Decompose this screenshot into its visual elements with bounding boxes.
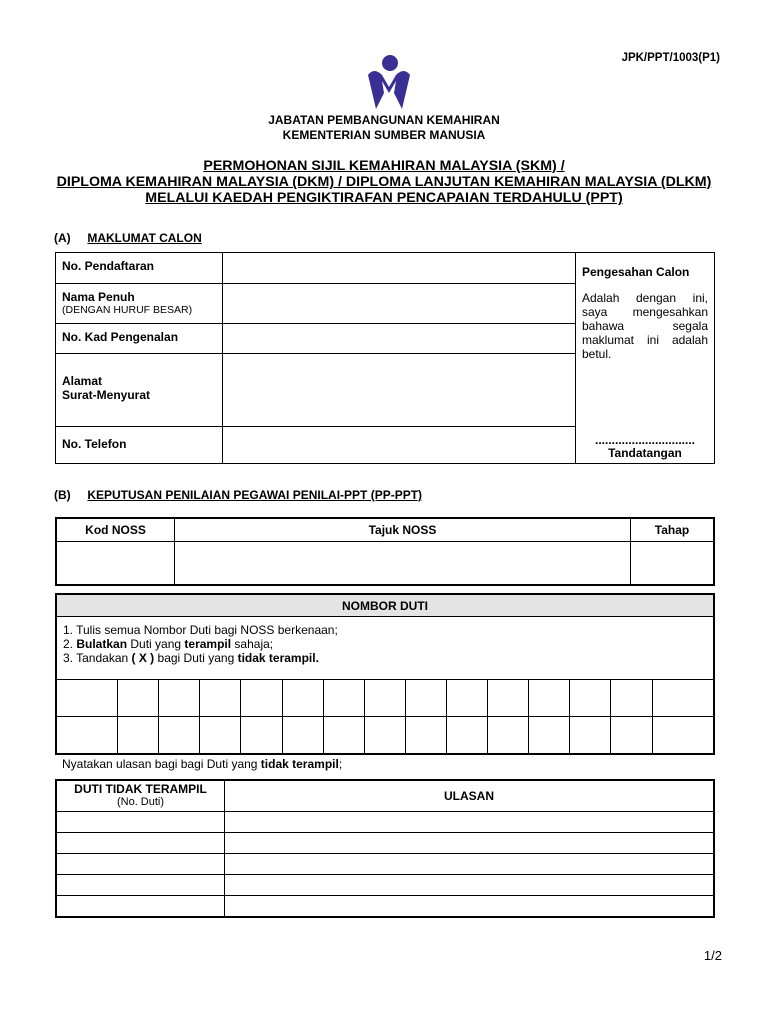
duty-number-cell[interactable]: [323, 680, 364, 717]
instruction-3-text-2: bagi Duti yang: [154, 651, 238, 665]
remarks-cell[interactable]: [225, 854, 715, 875]
duty-number-cell[interactable]: [488, 717, 529, 755]
duty-number-cell[interactable]: [118, 717, 159, 755]
noss-table: [55, 517, 715, 586]
confirmation-heading: Pengesahan Calon: [582, 265, 690, 279]
department-name: JABATAN PEMBANGUNAN KEMAHIRAN: [268, 113, 500, 127]
duty-number-cell[interactable]: [200, 680, 241, 717]
duty-grid-row: [56, 680, 714, 717]
registration-label: No. Pendaftaran: [56, 253, 223, 284]
instruction-2: [63, 637, 707, 651]
remarks-cell[interactable]: [225, 875, 715, 896]
duty-number-table: [55, 593, 715, 755]
full-name-label: [56, 284, 223, 324]
duty-number-cell[interactable]: [282, 717, 323, 755]
duty-number-cell[interactable]: [241, 680, 282, 717]
remarks-cell[interactable]: [225, 812, 715, 833]
candidate-confirmation: [576, 253, 715, 464]
unskilled-duty-header: [56, 780, 225, 812]
signature-label: Tandatangan: [608, 446, 682, 460]
duty-number-cell[interactable]: [529, 680, 570, 717]
instruction-2-num: 2.: [63, 637, 77, 651]
form-code: JPK/PPT/1003(P1): [621, 52, 720, 64]
duty-number-header: NOMBOR DUTI: [56, 594, 714, 617]
ministry-name: KEMENTERIAN SUMBER MANUSIA: [282, 128, 486, 142]
instruction-2-bold: Bulatkan: [76, 637, 128, 651]
noss-title-field[interactable]: [175, 542, 631, 585]
duty-number-cell[interactable]: [159, 680, 200, 717]
title-line-2: DIPLOMA KEMAHIRAN MALAYSIA (DKM) / DIPLOMA LANJUTAN KEMAHIRAN MALAYSIA (DLKM): [56, 174, 712, 190]
instruction-3: [63, 651, 707, 665]
duty-number-cell[interactable]: [56, 812, 225, 833]
full-name-field[interactable]: [223, 284, 576, 324]
duty-number-cell[interactable]: [56, 833, 225, 854]
duty-number-cell[interactable]: [159, 717, 200, 755]
section-a-title: MAKLUMAT CALON: [87, 231, 202, 245]
address-field[interactable]: [223, 354, 576, 426]
instruction-2-text: Duti yang: [127, 637, 185, 651]
noss-code-field[interactable]: [56, 542, 175, 585]
section-b-label: (B): [54, 488, 71, 502]
address-label-line-1: Alamat: [62, 374, 103, 389]
registration-field[interactable]: [223, 253, 576, 284]
duty-number-cell[interactable]: [56, 854, 225, 875]
duty-number-cell[interactable]: [488, 680, 529, 717]
remarks-instruction-text: Nyatakan ulasan bagi bagi Duti yang: [62, 757, 261, 771]
instruction-1: 1. Tulis semua Nombor Duti bagi NOSS berkenaan;: [63, 623, 338, 637]
instruction-3-mark: ( X ): [131, 651, 155, 665]
noss-title-header: Tajuk NOSS: [175, 518, 631, 542]
remarks-instruction: [62, 757, 342, 771]
noss-level-field[interactable]: [631, 542, 715, 585]
unskilled-duty-sub: (No. Duti): [116, 796, 165, 808]
page-number: 1/2: [703, 948, 722, 963]
candidate-info-table: [55, 252, 715, 464]
title-line-3: MELALUI KAEDAH PENGIKTIRAFAN PENCAPAIAN TERDAHULU (PPT): [145, 190, 623, 206]
duty-number-cell[interactable]: [200, 717, 241, 755]
section-b-heading: [54, 488, 422, 502]
instruction-3-bold: tidak terampil.: [237, 651, 319, 665]
duty-grid-row: [56, 717, 714, 755]
duty-number-cell[interactable]: [405, 680, 446, 717]
title-line-1: PERMOHONAN SIJIL KEMAHIRAN MALAYSIA (SKM) /: [203, 158, 565, 174]
confirmation-text: Adalah dengan ini, saya mengesahkan bahawa segala maklumat ini adalah betul.: [582, 291, 708, 361]
duty-instructions: [56, 617, 714, 680]
full-name-note: (DENGAN HURUF BESAR): [62, 304, 193, 317]
form-title: [0, 158, 768, 206]
noss-code-header: Kod NOSS: [56, 518, 175, 542]
duty-number-cell[interactable]: [364, 680, 405, 717]
duty-number-cell[interactable]: [405, 717, 446, 755]
duty-number-cell[interactable]: [118, 680, 159, 717]
duty-number-cell[interactable]: [241, 717, 282, 755]
instruction-2-bold-2: terampil: [184, 637, 232, 651]
duty-number-cell[interactable]: [364, 717, 405, 755]
duty-number-cell[interactable]: [570, 717, 611, 755]
address-label: [56, 354, 223, 426]
remarks-cell[interactable]: [225, 833, 715, 854]
duty-number-cell[interactable]: [611, 717, 652, 755]
remarks-instruction-bold: tidak terampil: [260, 757, 339, 771]
section-b-title: KEPUTUSAN PENILAIAN PEGAWAI PENILAI-PPT (PP-PPT): [87, 488, 423, 502]
duty-number-cell[interactable]: [611, 680, 652, 717]
ic-field[interactable]: [223, 324, 576, 354]
duty-number-cell[interactable]: [56, 875, 225, 896]
duty-number-cell[interactable]: [447, 680, 488, 717]
phone-field[interactable]: [223, 426, 576, 463]
remarks-table: [55, 779, 715, 918]
department-heading: [0, 113, 768, 143]
noss-level-header: Tahap: [631, 518, 715, 542]
section-a-heading: [54, 231, 202, 245]
section-a-label: (A): [54, 231, 71, 245]
jpk-logo: [364, 53, 414, 113]
duty-number-cell[interactable]: [652, 680, 714, 717]
instruction-2-end: sahaja;: [231, 637, 274, 651]
instruction-3-text: 3. Tandakan: [63, 651, 132, 665]
phone-label: No. Telefon: [56, 426, 223, 463]
full-name-text: Nama Penuh: [62, 290, 135, 305]
unskilled-duty-title: DUTI TIDAK TERAMPIL: [74, 782, 207, 796]
remarks-instruction-end: ;: [338, 757, 343, 771]
duty-number-cell[interactable]: [56, 896, 225, 918]
duty-number-cell[interactable]: [282, 680, 323, 717]
duty-number-cell[interactable]: [56, 717, 118, 755]
signature-block: [576, 434, 714, 460]
duty-number-cell[interactable]: [652, 717, 714, 755]
duty-number-cell[interactable]: [323, 717, 364, 755]
ic-label: No. Kad Pengenalan: [56, 324, 223, 354]
signature-line[interactable]: ..............................: [594, 433, 696, 447]
duty-number-cell[interactable]: [447, 717, 488, 755]
duty-number-cell[interactable]: [529, 717, 570, 755]
duty-number-cell[interactable]: [56, 680, 118, 717]
duty-number-cell[interactable]: [570, 680, 611, 717]
remarks-cell[interactable]: [225, 896, 715, 918]
address-label-line-2: Surat-Menyurat: [62, 388, 151, 403]
remarks-header: ULASAN: [225, 780, 715, 812]
